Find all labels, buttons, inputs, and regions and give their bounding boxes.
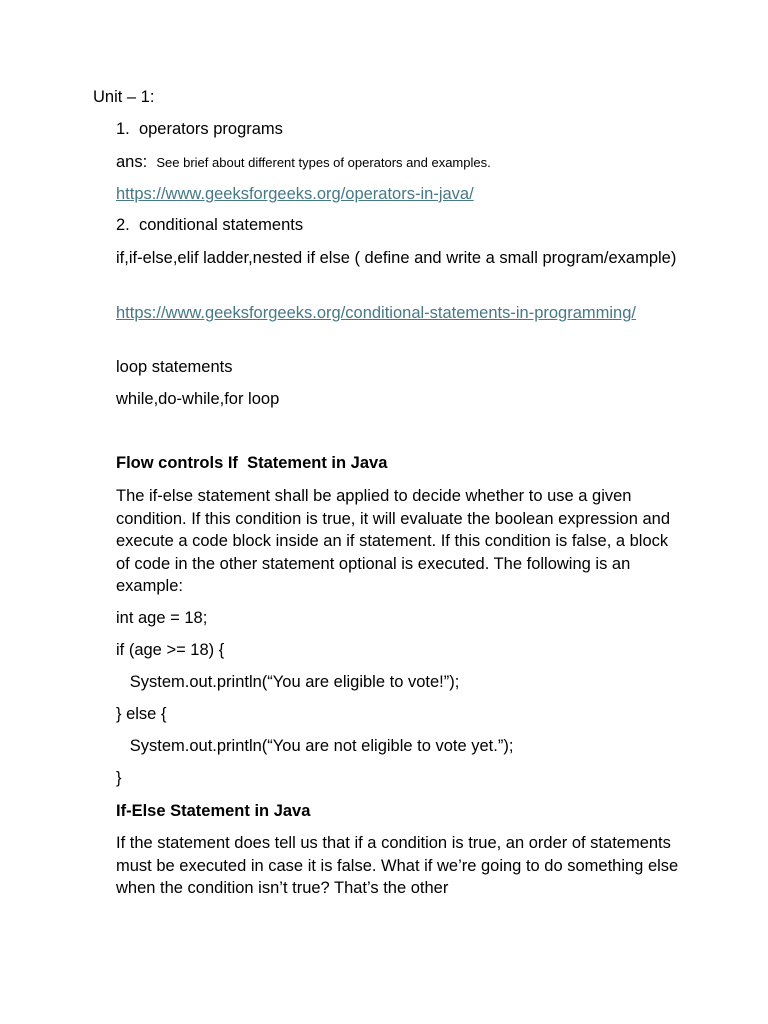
code-line: if (age >= 18) { — [116, 641, 225, 659]
list-number: 2. — [116, 216, 130, 234]
list-item-label: operators programs — [138, 120, 283, 138]
ans-label: ans: — [116, 153, 148, 171]
list-item-conditional — [116, 214, 303, 237]
section-paragraph-if: The if-else statement shall be applied to decide whether to use a given condition. If this condition is true, it will evaluate the boolean expression and execute a code block inside an if statement. If this condition is false, a block of code in the other statement optional is executed. The following is an example: — [116, 487, 670, 595]
unit-heading: Unit – 1: — [93, 88, 155, 106]
list-number: 1. — [116, 120, 130, 138]
code-line: } else { — [116, 705, 167, 723]
conditional-description: if,if-else,elif ladder,nested if else ( define and write a small program/example) — [116, 249, 677, 267]
link-conditional-line — [116, 302, 686, 325]
operators-link[interactable]: https://www.geeksforgeeks.org/operators-in-java/ — [116, 185, 474, 203]
code-line: System.out.println(“You are eligible to vote!”); — [116, 673, 460, 691]
answer-line — [116, 151, 491, 175]
link-operators-line — [116, 183, 474, 206]
code-line: } — [116, 769, 122, 787]
section-heading-if: Flow controls If Statement in Java — [116, 454, 388, 472]
loop-title: loop statements — [116, 358, 233, 376]
section-paragraph-ifelse: If the statement does tell us that if a condition is true, an order of statements must be executed in case it is false. What if we’re going to do something else when the condition isn’t true? That’s the other — [116, 834, 679, 897]
code-line: System.out.println(“You are not eligible to vote yet.”); — [116, 737, 514, 755]
code-line: int age = 18; — [116, 609, 208, 627]
conditional-link[interactable]: https://www.geeksforgeeks.org/conditional-statements-in-programming/ — [116, 304, 636, 322]
list-item-label: conditional statements — [138, 216, 304, 234]
list-item-operators — [116, 118, 283, 141]
ans-text: See brief about different types of operators and examples. — [156, 155, 491, 170]
loop-list: while,do-while,for loop — [116, 390, 280, 408]
section-heading-ifelse: If-Else Statement in Java — [116, 802, 311, 820]
